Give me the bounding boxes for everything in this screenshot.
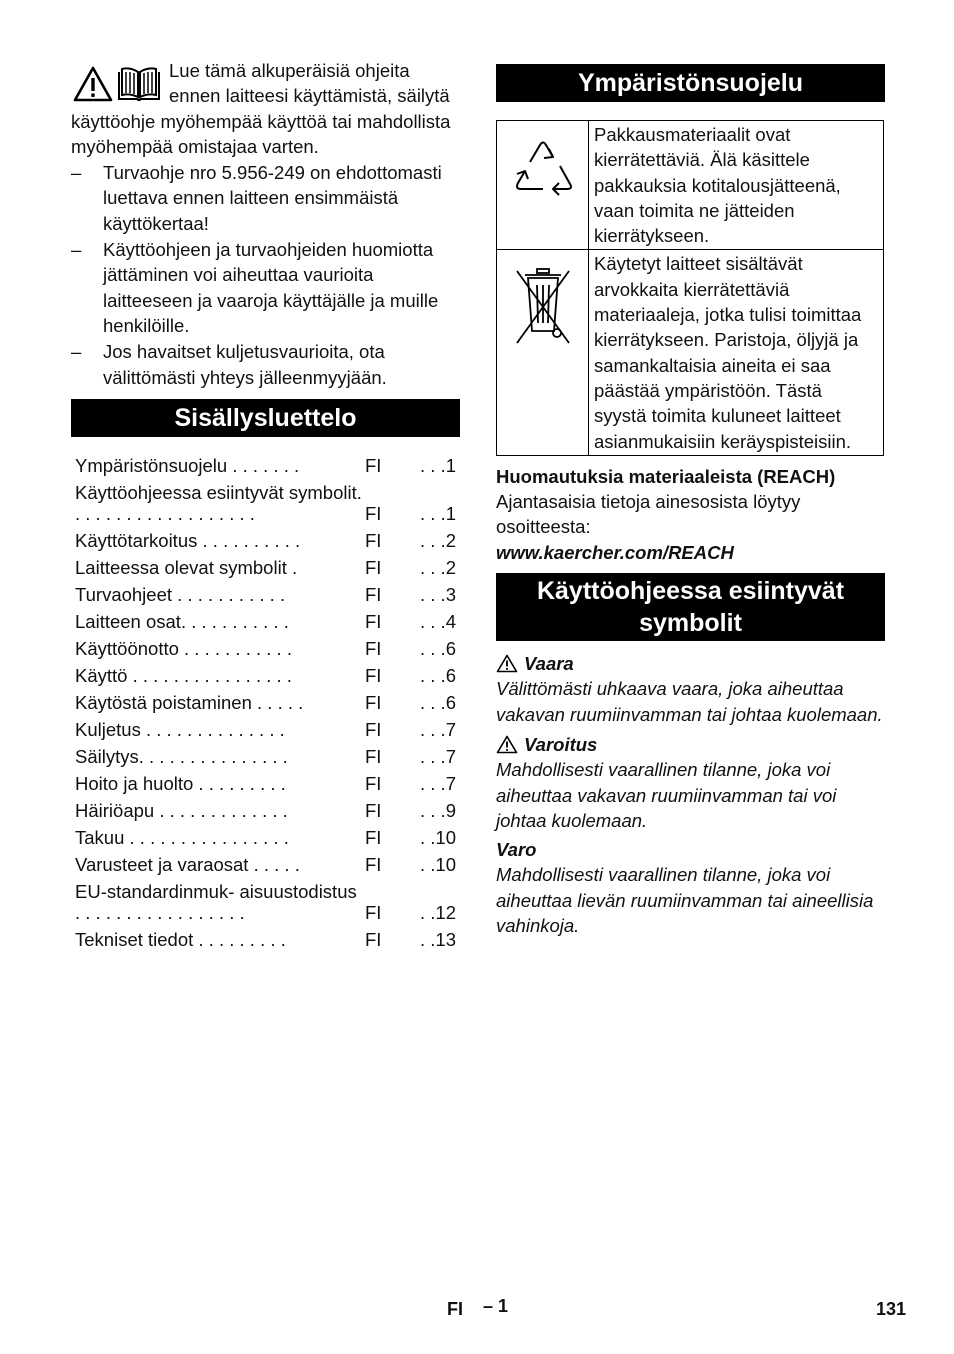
toc-entry-turvaohjeet[interactable]: Turvaohjeet . . . . . . . . . . . FI . . .3 xyxy=(75,583,456,605)
environment-icon-cell xyxy=(497,250,589,455)
signal-word-description: Mahdollisesti vaarallinen tilanne, joka voi aiheuttaa vakavan ruumiinvamman tai voi johtaa kuolemaan. xyxy=(496,759,837,831)
footer-section-page: – 1 xyxy=(483,1296,509,1316)
intro-bullets xyxy=(71,160,460,390)
symbols-heading-line-1: Käyttöohjeessa esiintyvät xyxy=(536,577,845,606)
reach-heading: Huomautuksia materiaaleista (REACH) xyxy=(496,465,836,487)
reach-link[interactable]: www.kaercher.com/REACH xyxy=(496,541,734,563)
toc-entry-symbolit[interactable]: Käyttöohjeessa esiintyvät symbolit. . . . . . . . . . . . . . . . . . . FI . . .1 xyxy=(75,482,456,525)
right-column xyxy=(496,64,885,938)
bullet-text: Jos havaitset kuljetusvaurioita, ota välittömästi yhteys jälleenmyyjään. xyxy=(103,341,387,388)
bullet-text: Käyttöohjeen ja turvaohjeiden huomiotta jättäminen voi aiheuttaa vaurioita laitteeseen ja vaaroja käyttäjälle ja muille henkilöille. xyxy=(103,239,439,336)
table-of-contents xyxy=(71,452,460,953)
environment-icon-cell xyxy=(497,121,589,250)
recycle-icon xyxy=(504,136,582,216)
symbols-heading xyxy=(496,573,885,641)
toc-entry-kayttoonotto[interactable]: Käyttöönotto . . . . . . . . . . . FI . . .6 xyxy=(75,637,456,659)
signal-word-label: Varo xyxy=(496,839,537,861)
manual-book-icon xyxy=(117,66,161,102)
table-row xyxy=(497,250,884,455)
left-column xyxy=(71,58,460,953)
environment-heading: Ympäristönsuojelu xyxy=(496,64,885,102)
environment-table xyxy=(496,120,884,456)
list-item xyxy=(71,160,460,236)
environment-text: Käytetyt laitteet sisältävät arvokkaita kierrätettäviä materiaaleja, jotka tulisi toimittaa kierrätykseen. Paristoja, öljyjä ja samankaltaisia aineita ei saa päästää ympäristöön. Tästä syystä toimita kuluneet laitteet asianmukaisiin keräyspisteisiin. xyxy=(589,250,884,455)
toc-entry-takuu[interactable]: Takuu . . . . . . . . . . . . . . . . FI . .10 xyxy=(75,826,456,848)
footer-language: FI xyxy=(447,1299,463,1319)
intro-text: Lue tämä alkuperäisiä ohjeita ennen laitteesi käyttämistä, säilytä käyttöohje myöhempää käyttöä tai mahdollista myöhempää omistajaa varten. xyxy=(71,60,451,157)
environment-text: Pakkausmateriaalit ovat kierrätettäviä. Älä käsittele pakkauksia kotitalousjätteenä, vaan toimita ne jätteiden kierrätykseen. xyxy=(589,121,884,250)
toc-entry-laitteen-osat[interactable]: Laitteen osat. . . . . . . . . . . FI . . .4 xyxy=(75,610,456,632)
crossed-bin-icon xyxy=(511,263,575,349)
toc-entry-tekniset-tiedot[interactable]: Tekniset tiedot . . . . . . . . . FI . .13 xyxy=(75,928,456,950)
toc-entry-sailytys[interactable]: Säilytys. . . . . . . . . . . . . . . FI . . .7 xyxy=(75,745,456,767)
signal-word-varo xyxy=(496,837,885,938)
bullet-text: Turvaohje nro 5.956-249 on ehdottomasti luettava ennen laitteen ensimmäistä käyttökertaa! xyxy=(103,162,442,234)
symbols-heading-line-2: symbolit xyxy=(639,609,742,638)
toc-entry-kaytto[interactable]: Käyttö . . . . . . . . . . . . . . . . FI . . .6 xyxy=(75,664,456,686)
intro-icons xyxy=(73,66,161,102)
signal-word-label: Vaara xyxy=(524,653,574,675)
toc-entry-ymparistonsuojelu[interactable]: Ympäristönsuojelu . . . . . . . FI . . .1 xyxy=(75,455,456,477)
toc-entry-hairioapu[interactable]: Häiriöapu . . . . . . . . . . . . . FI . . .9 xyxy=(75,799,456,821)
toc-entry-varusteet[interactable]: Varusteet ja varaosat . . . . . FI . .10 xyxy=(75,853,456,875)
signal-word-label: Varoitus xyxy=(524,733,598,755)
signal-word-vaara xyxy=(496,651,885,727)
bullet-dash: – xyxy=(71,162,82,184)
toc-entry-kaytosta-poistaminen[interactable]: Käytöstä poistaminen . . . . . FI . . .6 xyxy=(75,691,456,713)
bullet-dash: – xyxy=(71,341,82,363)
signal-word-description: Välittömästi uhkaava vaara, joka aiheuttaa vakavan ruumiinvamman tai johtaa kuolemaan. xyxy=(496,678,883,725)
table-row xyxy=(497,121,884,250)
warning-icon xyxy=(73,66,113,102)
warning-icon xyxy=(496,735,518,754)
list-item xyxy=(71,339,460,390)
signal-word-varoitus xyxy=(496,732,885,833)
toc-entry-kuljetus[interactable]: Kuljetus . . . . . . . . . . . . . . FI . . .7 xyxy=(75,718,456,740)
footer-page-number: 131 xyxy=(876,1299,907,1319)
bullet-dash: – xyxy=(71,239,82,261)
toc-heading: Sisällysluettelo xyxy=(71,399,460,437)
reach-text: Ajantasaisia tietoja ainesosista löytyy osoitteesta: xyxy=(496,491,801,538)
toc-entry-kayttotarkoitus[interactable]: Käyttötarkoitus . . . . . . . . . . FI . . .2 xyxy=(75,530,456,552)
warning-icon xyxy=(496,654,518,673)
toc-entry-eu-todistus[interactable]: EU-standardinmuk- aisuustodistus . . . . . . . . . . . . . . . . . FI . .12 xyxy=(75,880,456,923)
toc-entry-laitteen-symbolit[interactable]: Laitteessa olevat symbolit . FI . . .2 xyxy=(75,557,456,578)
list-item xyxy=(71,237,460,338)
signal-word-description: Mahdollisesti vaarallinen tilanne, joka voi aiheuttaa lievän ruumiinvamman tai aineellisia vahinkoja. xyxy=(496,864,874,937)
toc-entry-hoito-ja-huolto[interactable]: Hoito ja huolto . . . . . . . . . FI . . .7 xyxy=(75,772,456,794)
